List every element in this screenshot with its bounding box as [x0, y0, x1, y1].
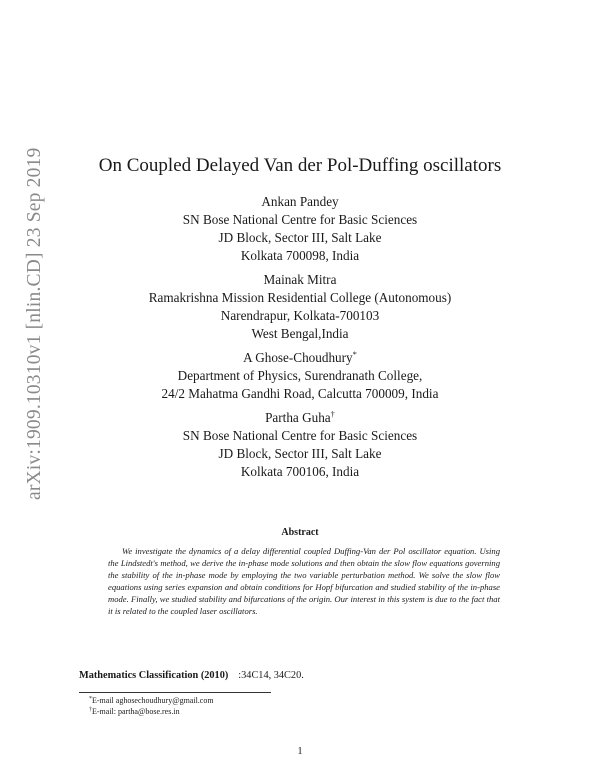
author-block: [0, 271, 600, 343]
affiliation-line: West Bengal,India: [251, 326, 349, 341]
author-name: Partha Guha†: [265, 409, 335, 425]
affiliation-line: 24/2 Mahatma Gandhi Road, Calcutta 700009, India: [161, 386, 439, 401]
affiliation-line: Kolkata 700106, India: [240, 464, 360, 479]
mathematics-classification: [79, 670, 304, 681]
footnote-mark: *: [352, 349, 357, 359]
abstract-heading: Abstract: [281, 527, 319, 538]
affiliation-line: SN Bose National Centre for Basic Sciences: [182, 212, 418, 227]
author-block: [0, 193, 600, 265]
page-number: 1: [297, 746, 303, 757]
abstract-text: We investigate the dynamics of a delay differential coupled Duffing-Van der Pol oscillator equation. Using the Lindstedt's method, we derive the in-phase mode solutions and then obtain the slow flow equations governing the stability of the in-phase mode by employing the two variable perturbation method. We solve the slow flow equations using series expansion and obtain conditions for Hopf bifurcation and studied stability of the in-phase mode. Finally, we studied stability and bifurcations of the origin. Our interest in this system is due to the fact that it is related to the coupled laser oscillators.: [108, 546, 500, 616]
affiliation-line: Narendrapur, Kolkata-700103: [220, 308, 380, 323]
footnote: *E-mail aghosechoudhury@gmail.com: [89, 696, 214, 705]
footnote-email[interactable]: E-mail aghosechoudhury@gmail.com: [92, 696, 214, 705]
affiliation-line: SN Bose National Centre for Basic Sciences: [182, 428, 418, 443]
affiliation-line: JD Block, Sector III, Salt Lake: [218, 230, 382, 245]
footnotes: [89, 695, 214, 717]
msc-value: :34C14, 34C20.: [238, 670, 304, 681]
msc-label: Mathematics Classification (2010): [79, 670, 229, 681]
author-name: Mainak Mitra: [263, 272, 337, 287]
affiliation-line: Kolkata 700098, India: [240, 248, 360, 263]
author-block: [0, 409, 600, 481]
affiliation-line: Ramakrishna Mission Residential College (Autonomous): [148, 290, 452, 305]
footnote-divider: [79, 692, 271, 693]
paper-title: On Coupled Delayed Van der Pol-Duffing oscillators: [98, 155, 502, 176]
footnote-email[interactable]: E-mail: partha@bose.res.in: [92, 707, 180, 716]
footnote-mark: †: [330, 409, 335, 419]
arxiv-identifier-stamp: arXiv:1909.10310v1 [nlin.CD] 23 Sep 2019: [24, 147, 45, 500]
footnote: †E-mail: partha@bose.res.in: [89, 707, 180, 716]
affiliation-line: JD Block, Sector III, Salt Lake: [218, 446, 382, 461]
affiliation-line: Department of Physics, Surendranath College,: [177, 368, 423, 383]
author-list: [0, 193, 600, 487]
author-block: [0, 349, 600, 403]
author-name: Ankan Pandey: [261, 194, 339, 209]
author-name: A Ghose-Choudhury*: [243, 349, 357, 365]
